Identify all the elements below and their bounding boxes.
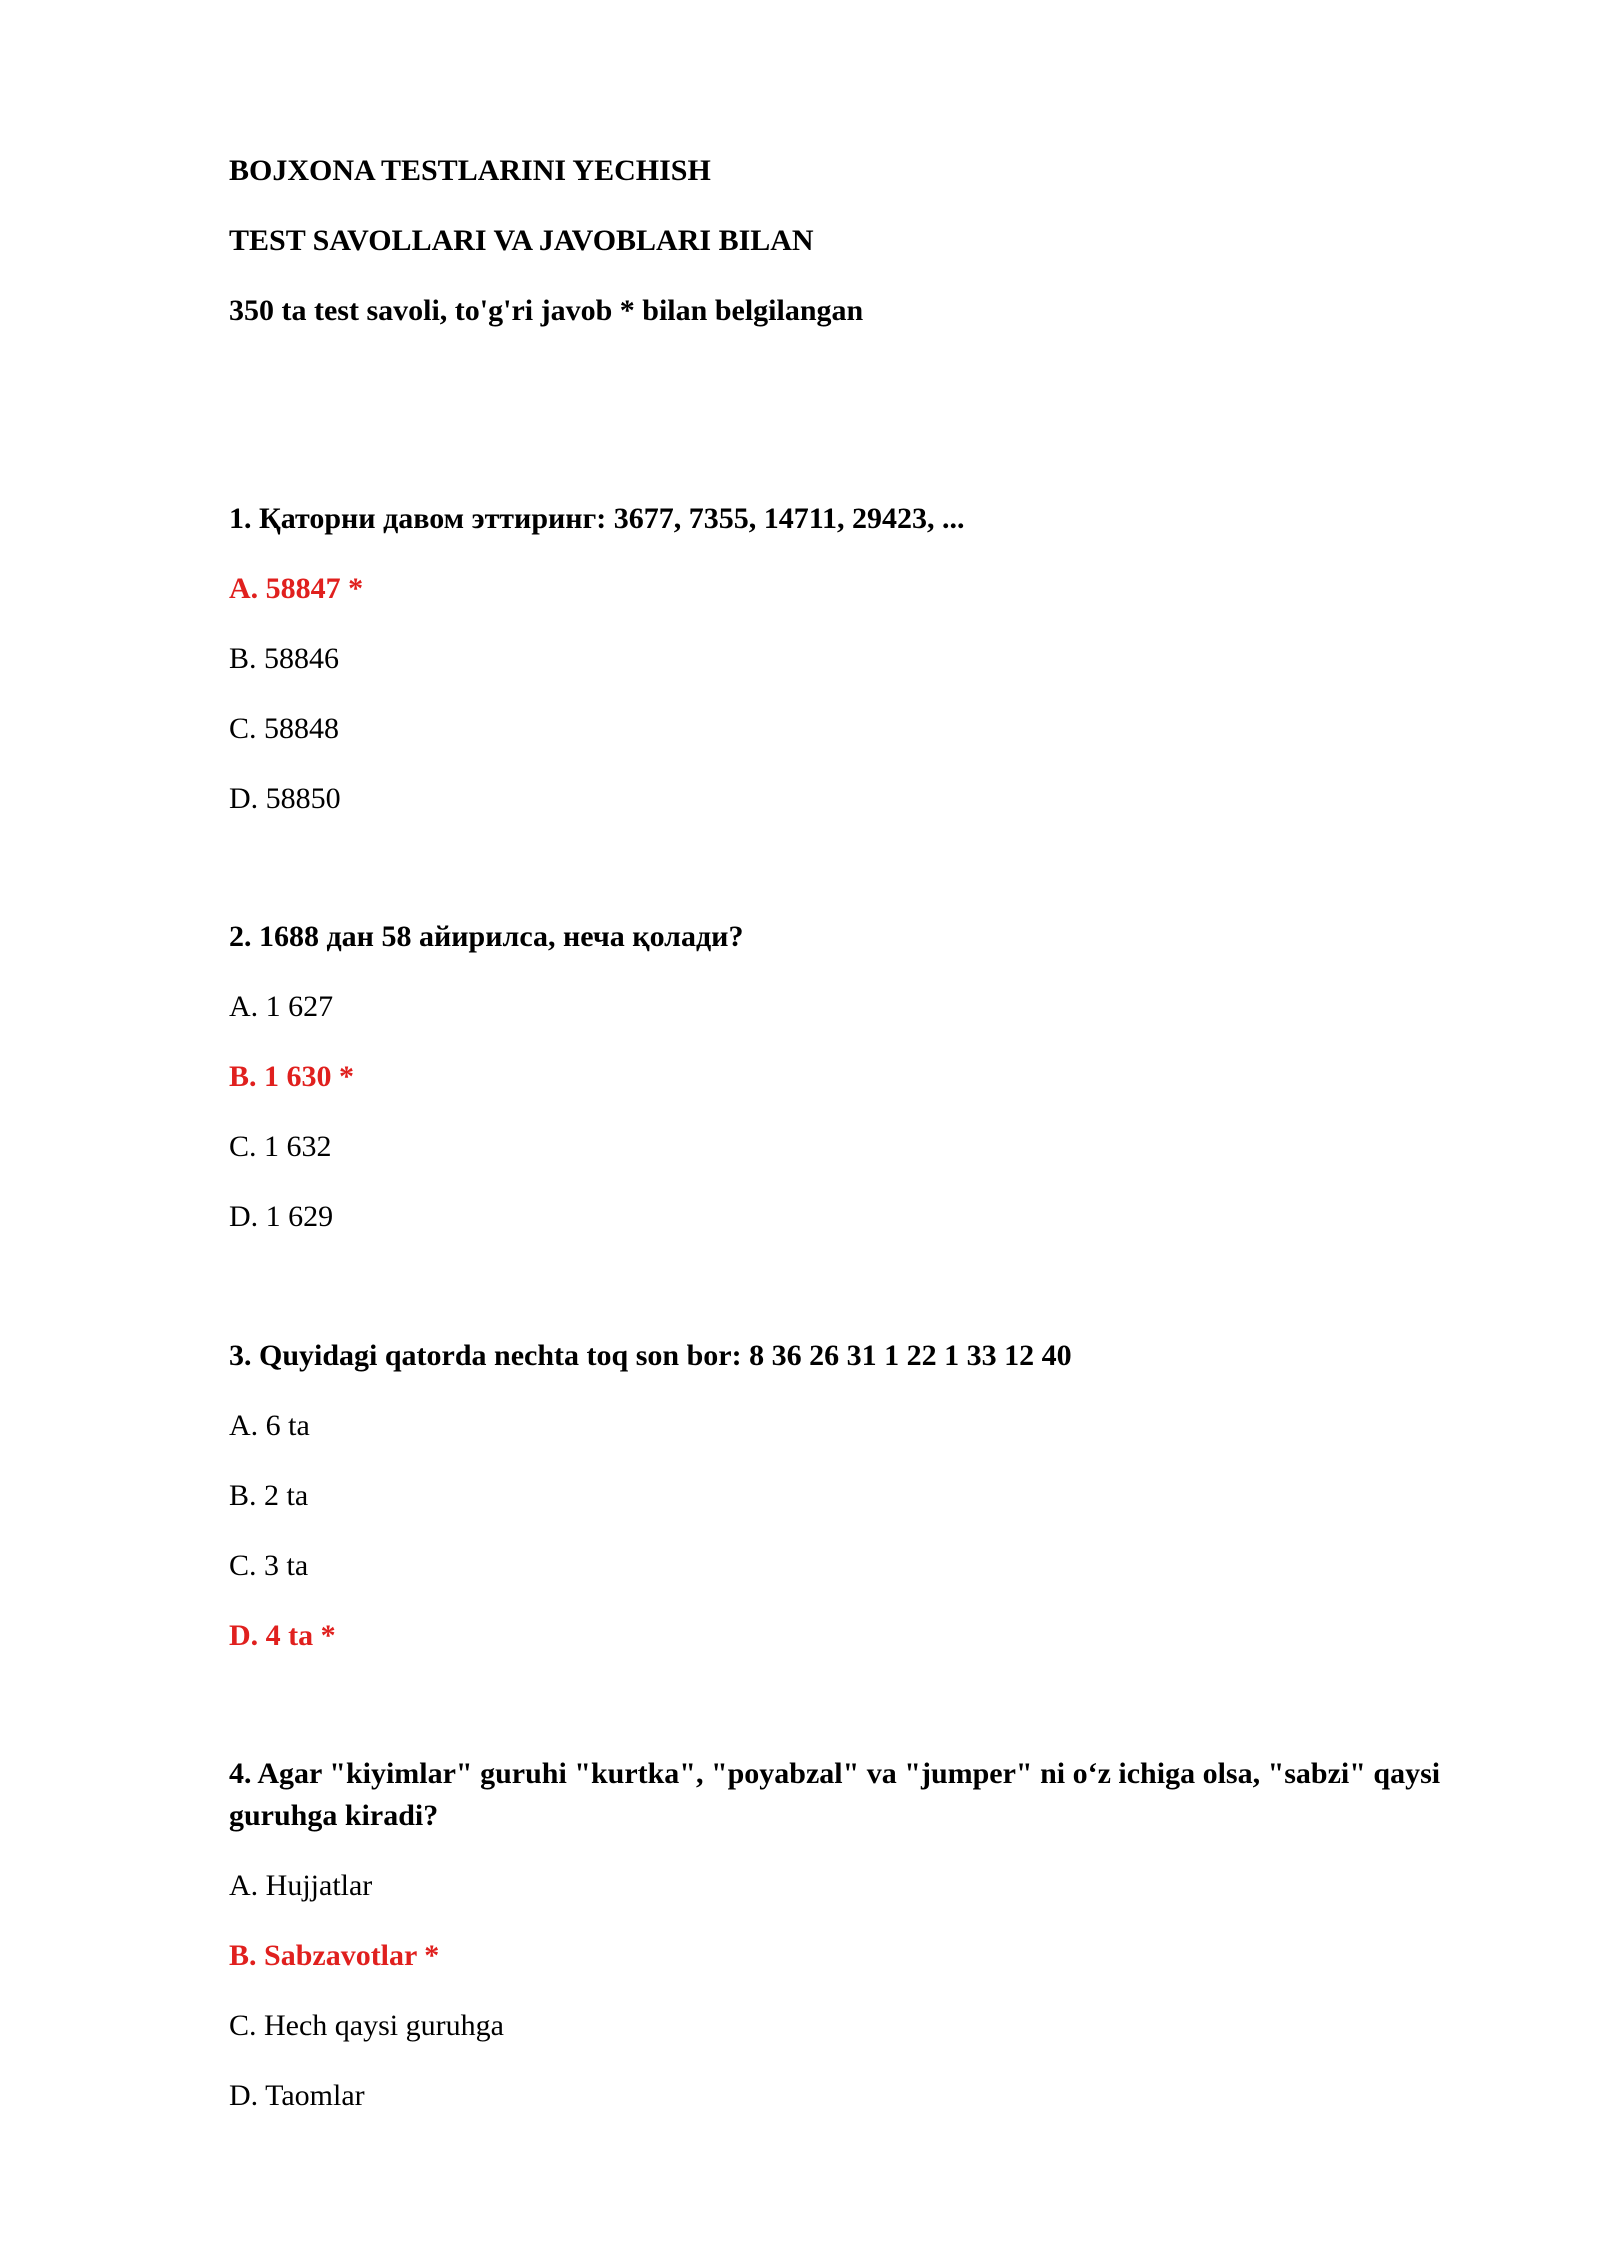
question-3-option-d: D. 4 ta *: [229, 1619, 336, 1652]
question-3-option-b: B. 2 ta: [229, 1479, 309, 1512]
question-3-option-a: A. 6 ta: [229, 1409, 310, 1442]
question-1-text: 1. Қаторни давом эттиринг: 3677, 7355, 14711, 29423, ...: [229, 502, 965, 535]
question-2-option-a: A. 1 627: [229, 990, 334, 1023]
document-title: BOJXONA TESTLARINI YECHISH: [229, 154, 711, 187]
question-4-option-b: B. Sabzavotlar *: [229, 1939, 440, 1972]
question-1-option-b: B. 58846: [229, 642, 340, 675]
question-2-option-c: C. 1 632: [229, 1130, 332, 1163]
question-2-option-b: B. 1 630 *: [229, 1060, 355, 1093]
question-3-option-c: C. 3 ta: [229, 1549, 309, 1582]
document-note: 350 ta test savoli, to'g'ri javob * bilan belgilangan: [229, 294, 864, 327]
question-4-text: 4. Agar "kiyimlar" guruhi "kurtka", "poyabzal" va "jumper" ni o‘z ichiga olsa, "sabzi" qaysi guruhga kiradi?: [229, 1757, 1441, 1832]
question-4-option-c: C. Hech qaysi guruhga: [229, 2009, 504, 2042]
question-1-option-c: C. 58848: [229, 712, 340, 745]
question-1-option-d: D. 58850: [229, 782, 341, 815]
document-subtitle: TEST SAVOLLARI VA JAVOBLARI BILAN: [229, 224, 814, 257]
question-2-option-d: D. 1 629: [229, 1200, 334, 1233]
question-4-option-a: A. Hujjatlar: [229, 1869, 373, 1902]
question-4-option-d: D. Taomlar: [229, 2079, 365, 2112]
question-1-option-a: A. 58847 *: [229, 572, 364, 605]
question-3-text: 3. Quyidagi qatorda nechta toq son bor: 8 36 26 31 1 22 1 33 12 40: [229, 1339, 1072, 1372]
question-2-text: 2. 1688 дан 58 айирилса, неча қолади?: [229, 920, 744, 953]
